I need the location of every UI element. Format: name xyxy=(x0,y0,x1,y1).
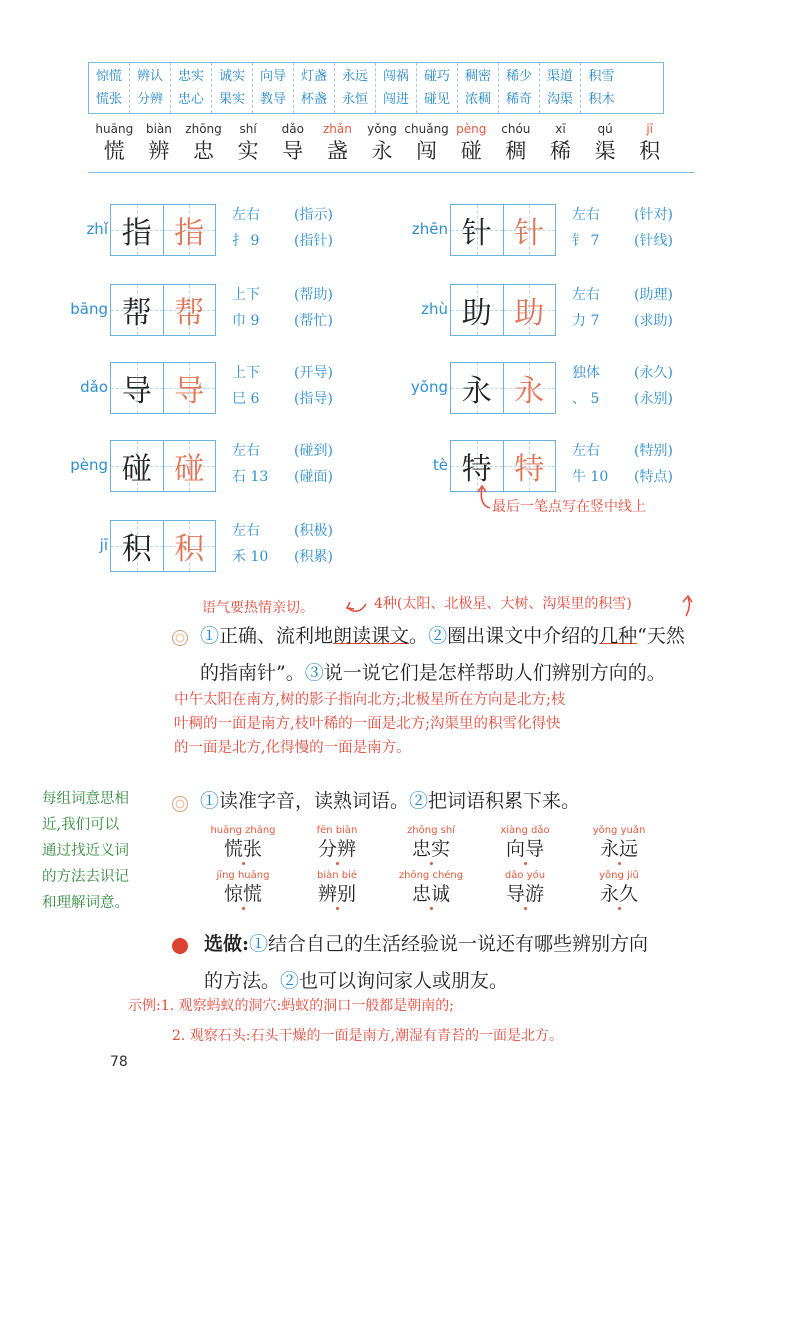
vocab-word: 闯进 xyxy=(382,92,409,107)
vocab-word: 忠实 xyxy=(177,69,204,84)
word-item xyxy=(572,869,666,910)
character-trace: 永 xyxy=(503,363,556,413)
page-number: 78 xyxy=(110,1054,128,1070)
card-pinyin: dǎo xyxy=(80,378,108,396)
character: 积 xyxy=(639,139,661,163)
vocab-word: 灯盏 xyxy=(300,69,327,84)
char-column xyxy=(315,122,360,168)
pinyin: huāng xyxy=(95,122,134,136)
char-column xyxy=(226,122,271,168)
vocab-cell xyxy=(171,63,212,113)
char-column xyxy=(538,122,583,168)
card-structure: 左右 牛 10 xyxy=(572,443,609,485)
character-box xyxy=(450,284,556,336)
optional-task-icon xyxy=(172,938,188,954)
character-trace: 针 xyxy=(503,205,556,255)
word-pinyin: dǎo yóu xyxy=(504,870,546,881)
word-item xyxy=(196,869,290,910)
dot-mark xyxy=(618,862,621,865)
card-words: (针对) (针线) xyxy=(634,207,673,249)
character-print: 指 xyxy=(111,205,163,255)
word-pinyin: yǒng jiǔ xyxy=(599,870,639,881)
word-pinyin: yǒng yuǎn xyxy=(592,825,646,836)
dot-mark xyxy=(430,907,433,910)
arrow-icon xyxy=(680,594,696,618)
pinyin: chuǎng xyxy=(404,122,449,136)
char-column xyxy=(270,122,315,168)
pinyin: yǒng xyxy=(367,122,397,136)
vocab-cell xyxy=(581,63,622,113)
character-box xyxy=(110,284,216,336)
pinyin: zhǎn xyxy=(322,122,352,136)
character-print: 碰 xyxy=(111,441,163,491)
pinyin: pèng xyxy=(456,122,487,136)
vocab-word: 沟渠 xyxy=(546,92,573,107)
character-box xyxy=(110,440,216,492)
card-structure: 左右 扌 9 xyxy=(232,207,260,249)
character-pinyin-row xyxy=(92,122,672,168)
character: 导 xyxy=(282,139,304,163)
vocab-word: 稠密 xyxy=(464,69,491,84)
character: 闯 xyxy=(416,139,438,163)
word-pinyin: huāng zhāng xyxy=(210,825,276,836)
word-text: 惊慌 xyxy=(223,883,262,905)
word-item xyxy=(384,824,478,865)
character: 永 xyxy=(371,139,393,163)
vocab-word: 稀奇 xyxy=(505,92,532,107)
example-line-2: 2. 观察石头:石头干燥的一面是南方,潮湿有青苔的一面是北方。 xyxy=(172,1028,563,1044)
card-pinyin: yǒng xyxy=(410,378,448,396)
character-box xyxy=(110,362,216,414)
character-print: 助 xyxy=(451,285,503,335)
vocab-cell xyxy=(335,63,376,113)
word-pinyin: biàn bié xyxy=(316,870,358,881)
dot-mark xyxy=(430,862,433,865)
character-print: 导 xyxy=(111,363,163,413)
task-icon xyxy=(172,796,188,812)
vocab-cell xyxy=(540,63,581,113)
char-column xyxy=(494,122,539,168)
card-structure: 左右 石 13 xyxy=(232,443,269,485)
word-pinyin: jīng huāng xyxy=(216,870,270,881)
character-box xyxy=(450,440,556,492)
card-pinyin: zhēn xyxy=(411,220,448,238)
note-te: 最后一笔点写在竖中线上 xyxy=(492,499,646,515)
note-four-kinds: 4种(太阳、北极星、大树、沟渠里的积雪) xyxy=(374,596,632,612)
card-structure: 上下 巾 9 xyxy=(232,287,260,329)
card-structure: 左右 力 7 xyxy=(572,287,600,329)
vocab-word: 闯祸 xyxy=(382,69,409,84)
word-pinyin: zhōng shí xyxy=(407,825,455,836)
word-text: 辨别 xyxy=(317,883,356,905)
pinyin: shí xyxy=(239,122,257,136)
card-structure: 独体 、 5 xyxy=(572,365,600,407)
vocab-cell xyxy=(499,63,540,113)
word-pinyin: zhōng chéng xyxy=(398,870,464,881)
dot-mark xyxy=(618,907,621,910)
card-words: (积极) (积累) xyxy=(294,523,333,565)
vocab-cell xyxy=(417,63,458,113)
vocab-word: 积木 xyxy=(588,92,615,107)
character: 碰 xyxy=(460,139,482,163)
vocab-cell xyxy=(253,63,294,113)
character-trace: 助 xyxy=(503,285,556,335)
pinyin: dǎo xyxy=(281,122,304,136)
vocab-word: 分辨 xyxy=(136,92,163,107)
task-1: ①正确、流利地朗读课文。②圈出课文中介绍的几种“天然 的指南针”。③说一说它们是怎样帮助人们辨别方向的。 xyxy=(200,625,685,684)
vocab-word: 向导 xyxy=(259,69,286,84)
character-trace: 导 xyxy=(163,363,216,413)
task-3: 选做:①结合自己的生活经验说一说还有哪些辨别方向 的方法。②也可以询问家人或朋友。 xyxy=(204,933,649,992)
char-column xyxy=(360,122,405,168)
vocab-cell xyxy=(294,63,335,113)
character-print: 帮 xyxy=(111,285,163,335)
vocab-word: 浓稠 xyxy=(464,92,491,107)
card-pinyin: tè xyxy=(432,456,448,474)
vocab-word: 忠心 xyxy=(177,92,204,107)
word-text: 分辨 xyxy=(317,838,356,860)
character: 稀 xyxy=(549,139,571,163)
card-structure: 左右 钅 7 xyxy=(572,207,600,249)
vocab-word: 慌张 xyxy=(95,92,122,107)
character-box xyxy=(110,520,216,572)
answer-1: 中午太阳在南方,树的影子指向北方;北极星所在方向是北方;枝 叶稠的一面是南方,枝叶稀的一面是北方;沟渠里的积雪化得快 的一面是北方,化得慢的一面是南方。 xyxy=(174,692,566,756)
vocab-word: 碰巧 xyxy=(423,69,450,84)
pinyin: chóu xyxy=(501,122,531,136)
character-box xyxy=(450,362,556,414)
dot-mark xyxy=(336,907,339,910)
vocab-word: 果实 xyxy=(218,92,245,107)
dot-mark xyxy=(524,907,527,910)
vocab-word: 稀少 xyxy=(505,69,532,84)
vocab-word: 永远 xyxy=(341,69,368,84)
dot-mark xyxy=(524,862,527,865)
word-grid xyxy=(196,824,666,910)
word-text: 向导 xyxy=(505,838,544,860)
character: 实 xyxy=(237,139,259,163)
char-column xyxy=(583,122,628,168)
vocab-word: 杯盏 xyxy=(300,92,327,107)
character-trace: 帮 xyxy=(163,285,216,335)
word-item xyxy=(196,824,290,865)
vocab-word: 碰见 xyxy=(423,92,450,107)
vocab-word: 积雪 xyxy=(588,69,615,84)
arrow-icon xyxy=(344,596,368,618)
word-text: 导游 xyxy=(505,883,544,905)
character: 辨 xyxy=(148,139,170,163)
card-words: (开导) (指导) xyxy=(294,365,333,407)
vocab-cell xyxy=(130,63,171,113)
card-pinyin: bāng xyxy=(70,300,108,318)
card-structure: 左右 禾 10 xyxy=(232,523,269,565)
word-text: 慌张 xyxy=(223,838,262,860)
char-column xyxy=(404,122,449,168)
card-words: (碰到) (碰面) xyxy=(294,443,333,485)
character-print: 永 xyxy=(451,363,503,413)
dot-mark xyxy=(336,862,339,865)
character-print: 特 xyxy=(451,441,503,491)
char-column xyxy=(181,122,226,168)
char-column xyxy=(137,122,182,168)
side-note: 每组词意思相 近,我们可以 通过找近义词 的方法去识记 和理解词意。 xyxy=(42,791,129,911)
vocab-word: 惊慌 xyxy=(95,69,122,84)
word-item xyxy=(290,869,384,910)
card-words: (永久) (永别) xyxy=(634,365,673,407)
character: 渠 xyxy=(594,139,616,163)
card-words: (助理) (求助) xyxy=(634,287,673,329)
character-trace: 积 xyxy=(163,521,216,571)
pinyin: biàn xyxy=(145,122,172,136)
card-structure: 上下 巳 6 xyxy=(232,365,260,407)
vocabulary-grid xyxy=(88,62,664,114)
card-words: (帮助) (帮忙) xyxy=(294,287,333,329)
vocab-word: 诚实 xyxy=(218,69,245,84)
character-trace: 碰 xyxy=(163,441,216,491)
vocab-cell xyxy=(89,63,130,113)
character-print: 针 xyxy=(451,205,503,255)
vocab-cell xyxy=(212,63,253,113)
card-pinyin: zhǐ xyxy=(86,220,108,238)
pinyin: jī xyxy=(646,122,654,136)
word-text: 永久 xyxy=(599,883,638,905)
task-2: ①读准字音，读熟词语。②把词语积累下来。 xyxy=(200,790,581,812)
card-pinyin: jī xyxy=(99,536,108,554)
vocab-word: 教导 xyxy=(259,92,286,107)
character-box xyxy=(450,204,556,256)
vocab-cell xyxy=(376,63,417,113)
word-item xyxy=(572,824,666,865)
word-item xyxy=(478,824,572,865)
card-pinyin: zhù xyxy=(421,300,448,318)
word-item xyxy=(290,824,384,865)
card-words: (指示) (指针) xyxy=(294,207,333,249)
pinyin: xī xyxy=(555,122,566,136)
char-column xyxy=(627,122,672,168)
character: 忠 xyxy=(193,139,215,163)
vocab-word: 渠道 xyxy=(546,69,573,84)
example-line-1: 示例:1. 观察蚂蚁的洞穴:蚂蚁的洞口一般都是朝南的; xyxy=(128,998,454,1014)
character: 慌 xyxy=(103,139,125,163)
char-column xyxy=(449,122,494,168)
character-trace: 指 xyxy=(163,205,216,255)
pinyin: zhōng xyxy=(185,122,222,136)
word-pinyin: fēn biàn xyxy=(316,825,358,836)
card-words: (特别) (特点) xyxy=(634,443,673,485)
note-tone: 语气要热情亲切。 xyxy=(202,600,314,616)
word-text: 忠实 xyxy=(411,838,450,860)
pinyin: qú xyxy=(597,122,613,136)
word-text: 永远 xyxy=(599,838,638,860)
word-item xyxy=(478,869,572,910)
word-item xyxy=(384,869,478,910)
word-text: 忠诚 xyxy=(411,883,450,905)
dot-mark xyxy=(242,862,245,865)
word-pinyin: xiàng dǎo xyxy=(500,825,550,836)
char-column xyxy=(92,122,137,168)
card-pinyin: pèng xyxy=(70,456,108,474)
divider-line xyxy=(88,172,694,173)
dot-mark xyxy=(242,907,245,910)
character: 盏 xyxy=(326,139,348,163)
character: 稠 xyxy=(505,139,527,163)
task-icon xyxy=(172,630,188,646)
character-print: 积 xyxy=(111,521,163,571)
character-box xyxy=(110,204,216,256)
vocab-word: 辨认 xyxy=(136,69,163,84)
character-trace: 特 xyxy=(503,441,556,491)
vocab-cell xyxy=(458,63,499,113)
vocab-word: 永恒 xyxy=(341,92,368,107)
